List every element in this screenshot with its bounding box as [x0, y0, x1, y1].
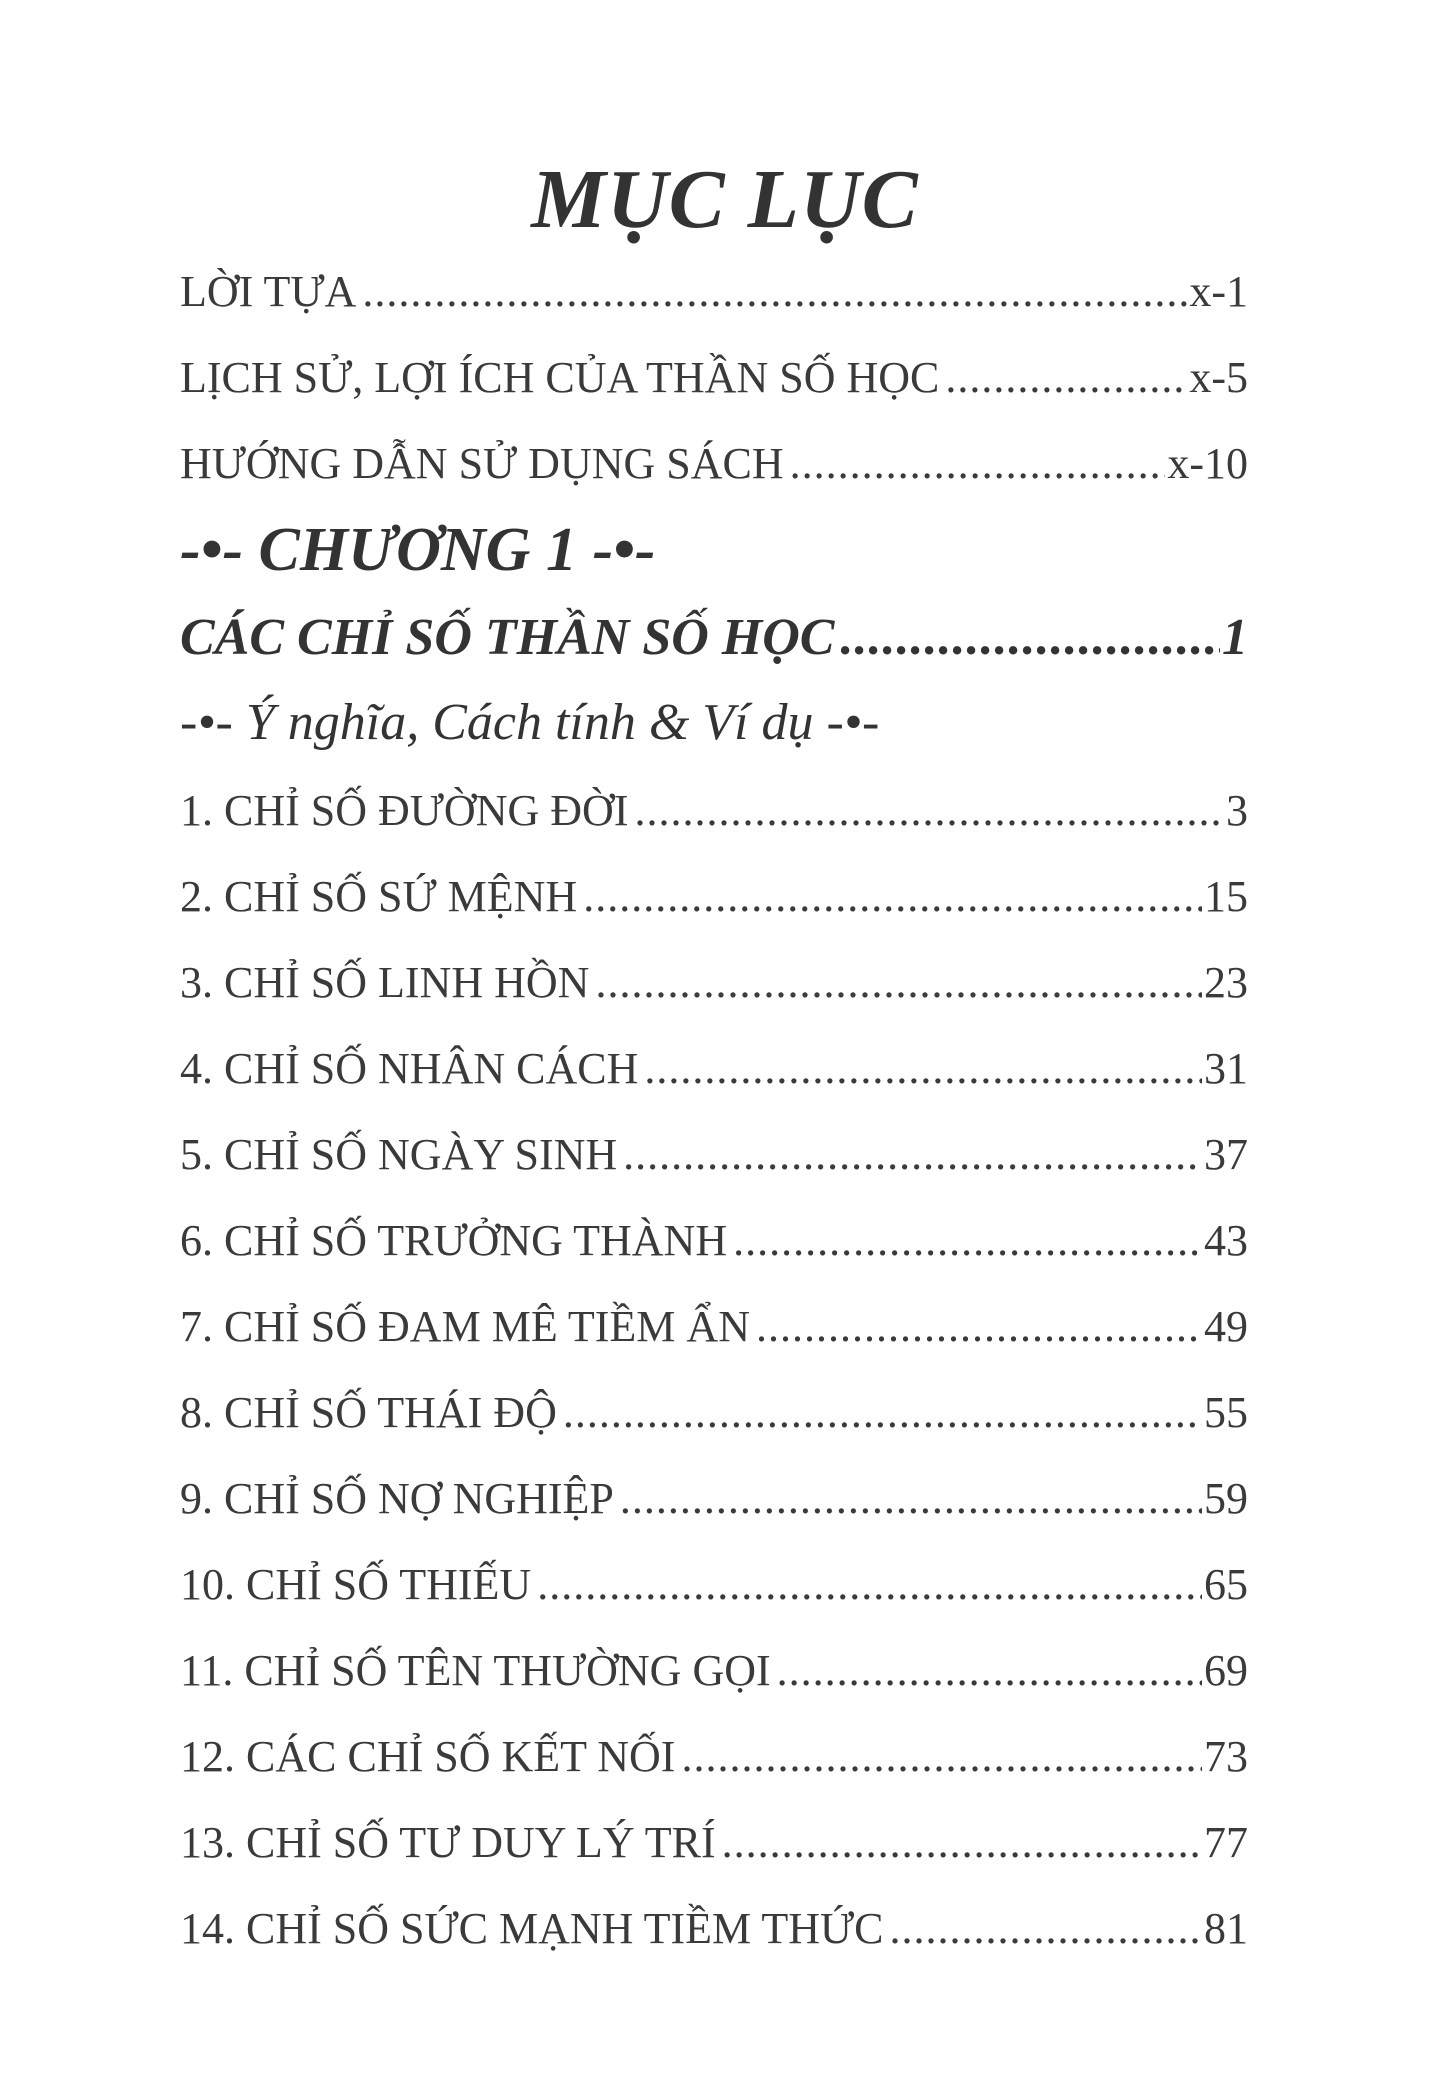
toc-entry-label: 1. CHỈ SỐ ĐƯỜNG ĐỜI — [180, 786, 629, 835]
toc-entry-label: 14. CHỈ SỐ SỨC MẠNH TIỀM THỨC — [180, 1904, 884, 1953]
chapter-heading: -•- CHƯƠNG 1 -•- — [180, 516, 656, 584]
chapter-page: 1 — [1222, 609, 1248, 666]
toc-entry — [180, 1297, 1248, 1357]
dot-leader — [945, 348, 1187, 408]
toc-entry-label: 5. CHỈ SỐ NGÀY SINH — [180, 1130, 618, 1179]
toc-entry-page: 49 — [1204, 1302, 1248, 1351]
toc-entry — [180, 1813, 1248, 1873]
dot-leader — [583, 867, 1202, 927]
toc-entry-front-3 — [180, 434, 1248, 494]
toc-entry — [180, 1125, 1248, 1185]
toc-entry-label: 12. CÁC CHỈ SỐ KẾT NỐI — [180, 1732, 676, 1781]
page-title: MỤC LỤC — [531, 153, 919, 246]
toc-entry-label: 3. CHỈ SỐ LINH HỒN — [180, 958, 590, 1007]
dot-leader — [722, 1813, 1202, 1873]
toc-entry-page: 81 — [1204, 1904, 1248, 1953]
dot-leader — [644, 1039, 1202, 1099]
toc-entry-label: 8. CHỈ SỐ THÁI ĐỘ — [180, 1388, 557, 1437]
toc-entry-label: LỊCH SỬ, LỢI ÍCH CỦA THẦN SỐ HỌC — [180, 353, 940, 402]
toc-entry — [180, 867, 1248, 927]
toc-entry-page: 23 — [1204, 958, 1248, 1007]
toc-entry-label: 13. CHỈ SỐ TƯ DUY LÝ TRÍ — [180, 1818, 716, 1867]
dot-leader — [756, 1297, 1202, 1357]
dot-leader — [623, 1125, 1202, 1185]
toc-entry-page: 73 — [1204, 1732, 1248, 1781]
dot-leader — [362, 262, 1187, 322]
toc-entry — [180, 1039, 1248, 1099]
dot-leader — [681, 1727, 1202, 1787]
toc-entry-page: 43 — [1204, 1216, 1248, 1265]
dot-leader — [733, 1211, 1202, 1271]
chapter-title: CÁC CHỈ SỐ THẦN SỐ HỌC — [180, 609, 835, 666]
toc-entry-page: 69 — [1204, 1646, 1248, 1695]
dot-leader — [634, 781, 1224, 841]
toc-entry-label: 10. CHỈ SỐ THIẾU — [180, 1560, 532, 1609]
toc-entry-front-1 — [180, 262, 1248, 322]
toc-entry-label: LỜI TỰA — [180, 267, 357, 316]
toc-entry-page: 55 — [1204, 1388, 1248, 1437]
toc-entry — [180, 1727, 1248, 1787]
dot-leader — [890, 1899, 1202, 1959]
toc-entry — [180, 1641, 1248, 1701]
toc-entry-page: x-5 — [1189, 353, 1248, 402]
dot-leader — [841, 603, 1221, 673]
chapter-title-entry — [180, 603, 1248, 673]
dot-leader — [790, 434, 1166, 494]
toc-entry-label: 2. CHỈ SỐ SỨ MỆNH — [180, 872, 578, 921]
toc-entry-label: 7. CHỈ SỐ ĐAM MÊ TIỀM ẨN — [180, 1302, 750, 1351]
toc-entry-front-2 — [180, 348, 1248, 408]
chapter-subtitle: -•- Ý nghĩa, Cách tính & Ví dụ -•- — [180, 694, 880, 751]
toc-entry-label: HƯỚNG DẪN SỬ DỤNG SÁCH — [180, 439, 784, 488]
toc-entry — [180, 953, 1248, 1013]
dot-leader — [563, 1383, 1202, 1443]
dot-leader — [777, 1641, 1202, 1701]
toc-entry — [180, 1899, 1248, 1959]
toc-entry-page: 31 — [1204, 1044, 1248, 1093]
toc-entry — [180, 781, 1248, 841]
toc-entry — [180, 1211, 1248, 1271]
toc-entry-page: 37 — [1204, 1130, 1248, 1179]
dot-leader — [620, 1469, 1202, 1529]
toc-entry-page: 77 — [1204, 1818, 1248, 1867]
toc-entry-label: 4. CHỈ SỐ NHÂN CÁCH — [180, 1044, 639, 1093]
toc-entry-label: 11. CHỈ SỐ TÊN THƯỜNG GỌI — [180, 1646, 771, 1695]
toc-entry-page: x-10 — [1167, 439, 1248, 488]
toc-entry-page: 15 — [1204, 872, 1248, 921]
dot-leader — [595, 953, 1202, 1013]
toc-entry-page: x-1 — [1189, 267, 1248, 316]
toc-entry-page: 59 — [1204, 1474, 1248, 1523]
toc-entry — [180, 1555, 1248, 1615]
toc-entry — [180, 1383, 1248, 1443]
toc-entry — [180, 1469, 1248, 1529]
dot-leader — [537, 1555, 1202, 1615]
toc-entry-page: 65 — [1204, 1560, 1248, 1609]
toc-entry-label: 6. CHỈ SỐ TRƯỞNG THÀNH — [180, 1216, 728, 1265]
toc-entry-page: 3 — [1226, 786, 1248, 835]
toc-entry-label: 9. CHỈ SỐ NỢ NGHIỆP — [180, 1474, 614, 1523]
